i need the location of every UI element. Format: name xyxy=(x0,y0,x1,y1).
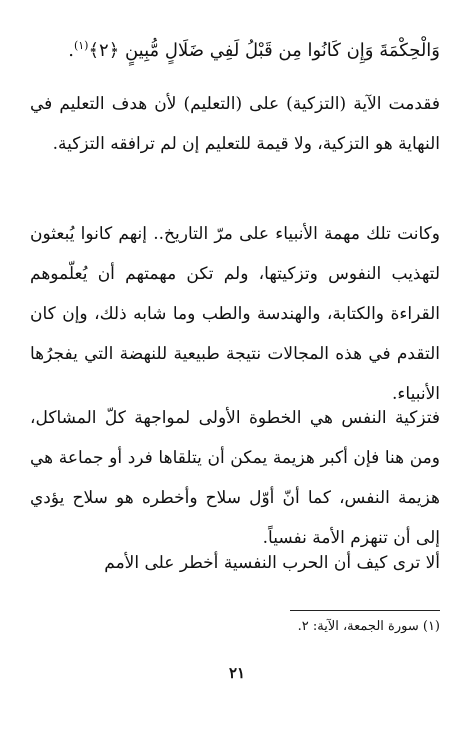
verse-end: . xyxy=(68,40,74,61)
verse-text: وَالْحِكْمَةَ وَإِن كَانُوا مِن قَبْلُ لَفِي ضَلَالٍ مُّبِينٍ ﴿٢﴾ xyxy=(88,40,440,61)
page-number: ٢١ xyxy=(228,664,246,682)
paragraph-2: وكانت تلك مهمة الأنبياء على مرّ التاريخ.. إنهم كانوا يُبعثون لتهذيب النفوس وتزكيتها، ولم تكن مهمتهم أن يُعلّموهم القراءة والكتابة، والهندسة والطب وما شابه ذلك، وإن كان التقدم في هذه المجالات نتيجة طبيعية للنهضة التي يفجرُها الأنبياء. xyxy=(30,224,440,404)
footnote-reference: (١) xyxy=(73,39,89,52)
footnote-separator xyxy=(290,610,440,611)
quran-verse xyxy=(30,28,440,69)
paragraph-1: فقدمت الآية (التزكية) على (التعليم) لأن هدف التعليم في النهاية هو التزكية، ولا قيمة للتعليم إن لم ترافقه التزكية. xyxy=(30,94,440,154)
paragraph-4: ألا ترى كيف أن الحرب النفسية أخطر على الأمم xyxy=(104,553,440,573)
paragraph-3: فتزكية النفس هي الخطوة الأولى لمواجهة كلّ المشاكل، ومن هنا فإن أكبر هزيمة يمكن أن يتلقاها فرد أو جماعة هي هزيمة النفس، كما أنّ أوّل سلاح وأخطره هو سلاح يؤدي إلى أن تنهزم الأمة نفسياً. xyxy=(30,408,440,548)
footnote: (١) سورة الجمعة، الآية: ٢. xyxy=(297,619,440,634)
